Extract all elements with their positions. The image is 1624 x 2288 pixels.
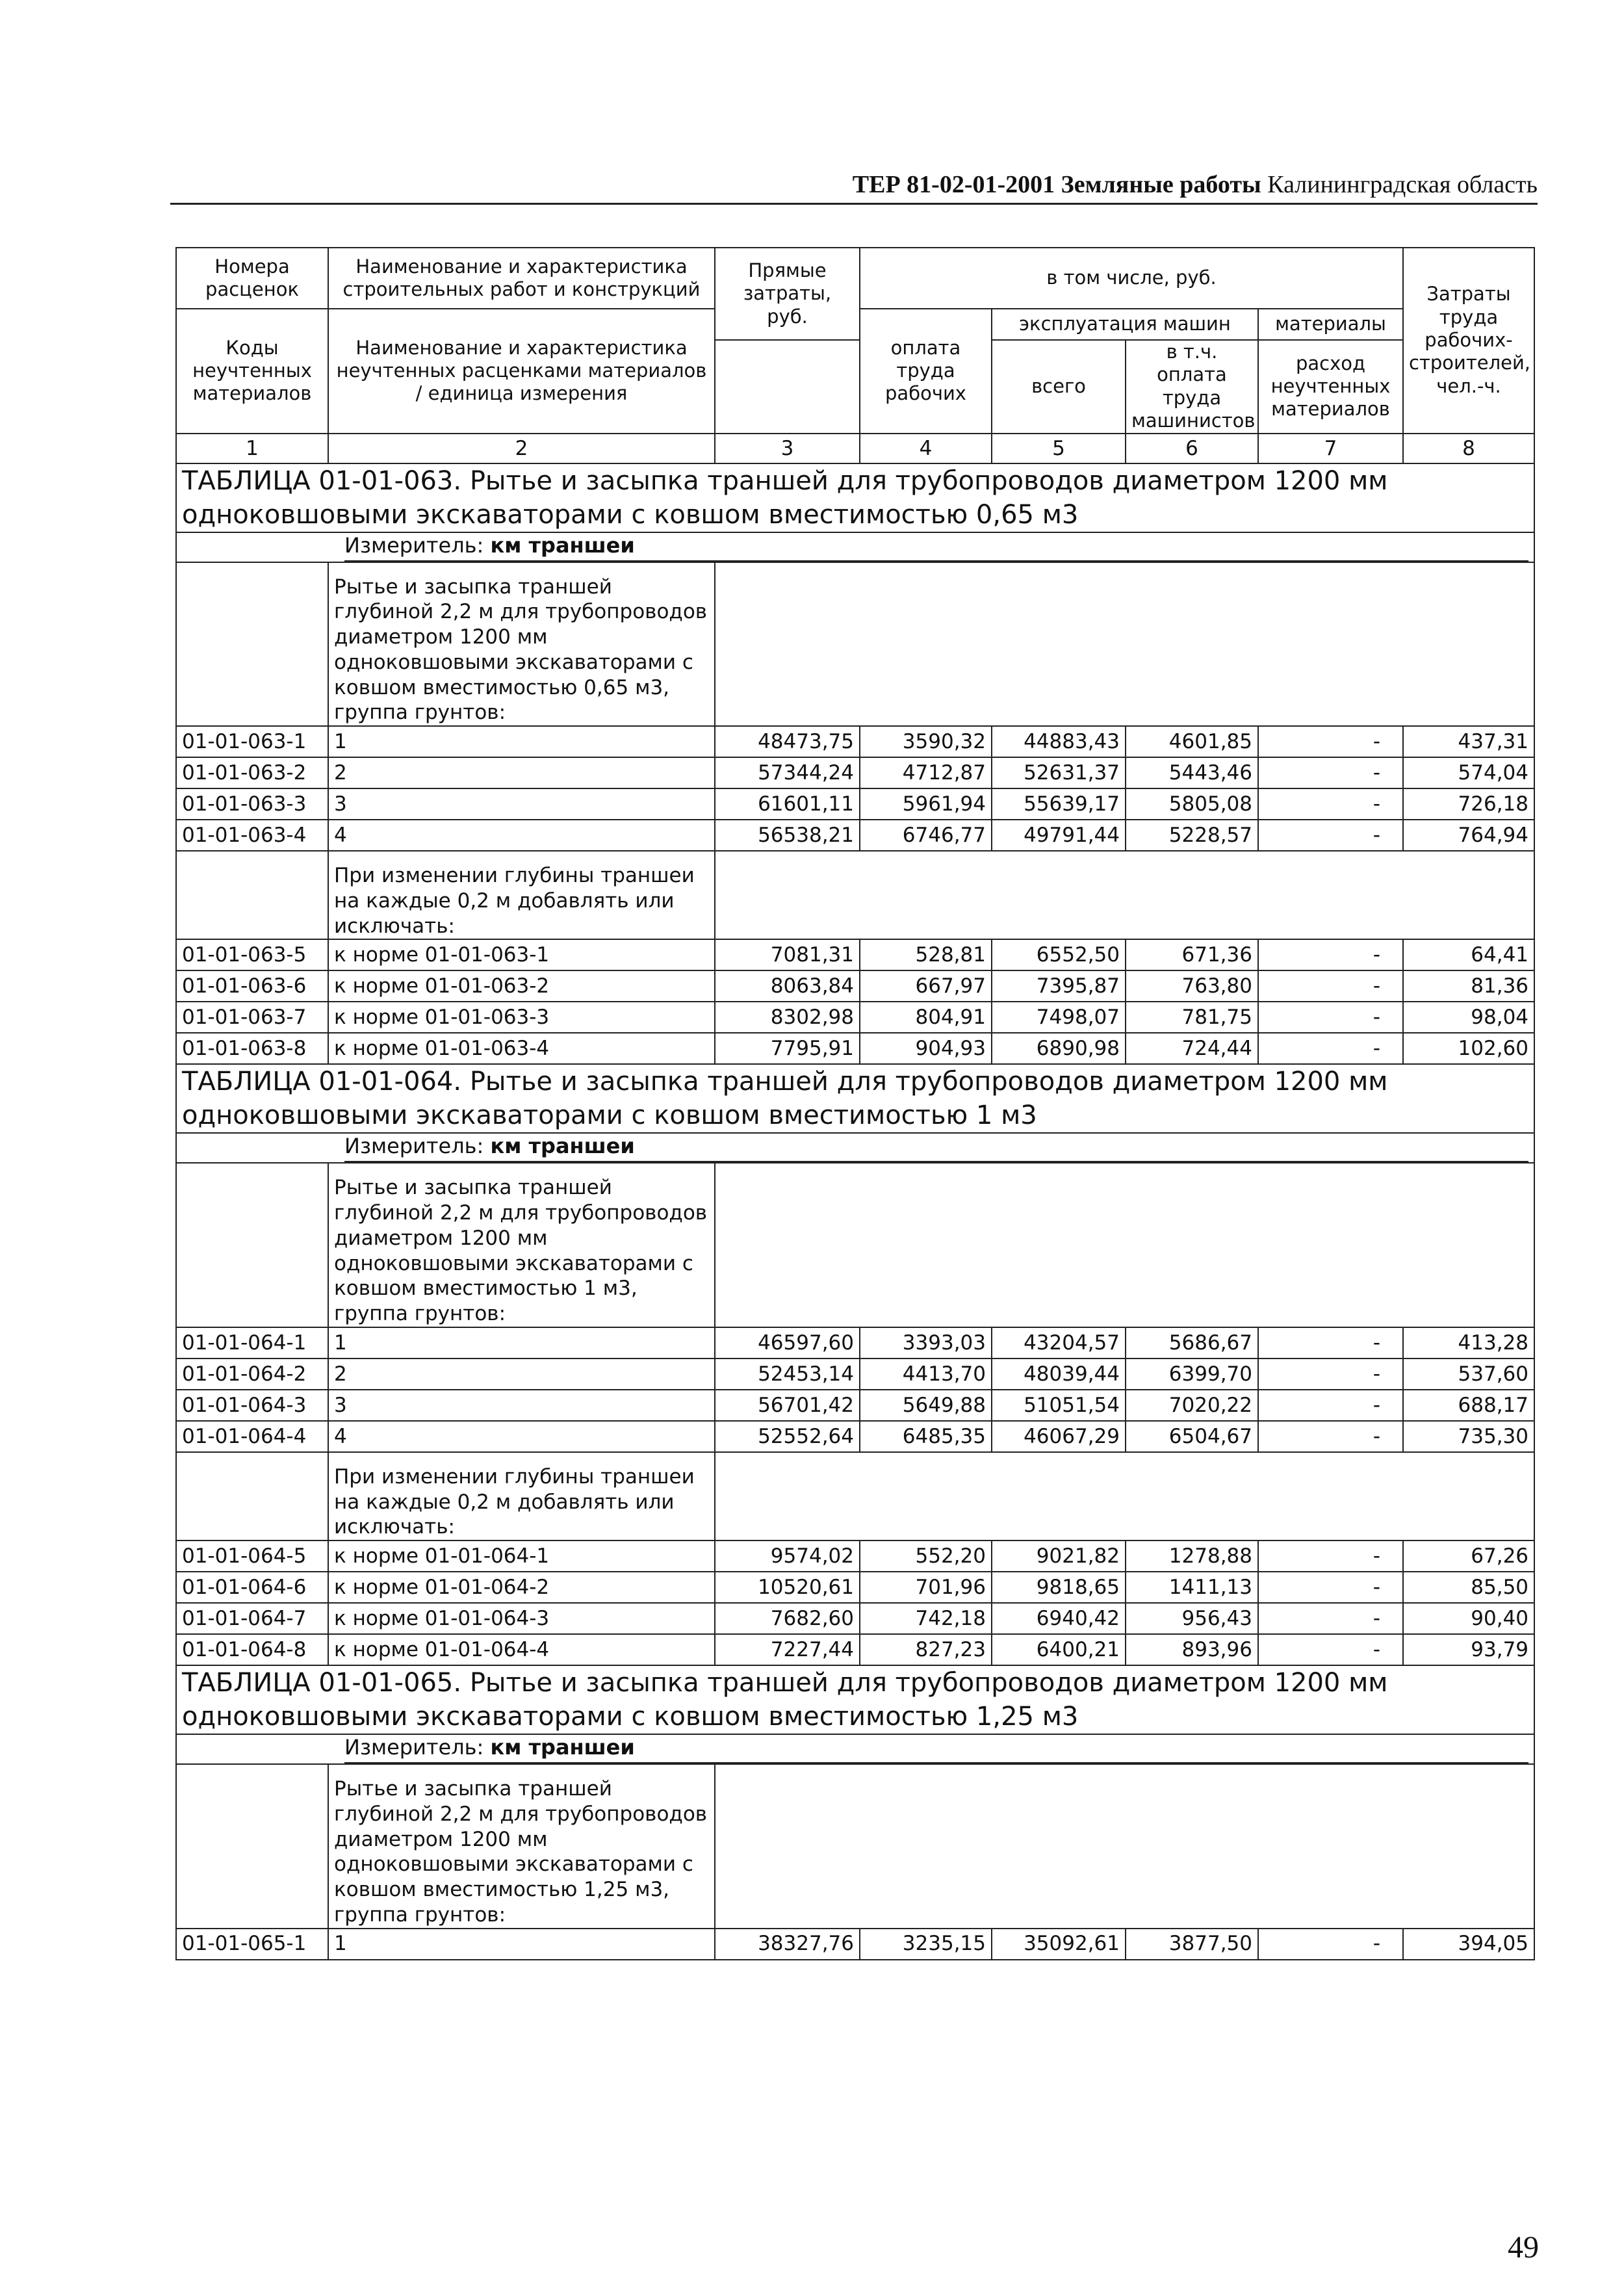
rate-name: к норме 01-01-063-3 xyxy=(328,1002,715,1033)
direct-costs: 56538,21 xyxy=(715,820,860,851)
header-including: в том числе, руб. xyxy=(860,248,1403,309)
header-driver-pay: в т.ч. оплата труда машинистов xyxy=(1126,340,1258,434)
driver-pay: 6504,67 xyxy=(1126,1421,1258,1452)
header-machine-operation: эксплуатация машин xyxy=(992,309,1258,340)
rate-name: 2 xyxy=(328,757,715,788)
machine-total: 6890,98 xyxy=(992,1033,1126,1064)
machine-total: 9818,65 xyxy=(992,1572,1126,1603)
unit-of-measure xyxy=(344,533,1528,562)
rate-code: 01-01-063-7 xyxy=(176,1002,328,1033)
direct-costs: 8063,84 xyxy=(715,970,860,1002)
unaccounted-materials: - xyxy=(1258,726,1403,757)
worker-labor: 726,18 xyxy=(1403,788,1534,820)
rate-code: 01-01-064-1 xyxy=(176,1327,328,1358)
column-number: 7 xyxy=(1258,434,1403,463)
rate-code: 01-01-063-1 xyxy=(176,726,328,757)
direct-costs: 10520,61 xyxy=(715,1572,860,1603)
worker-labor: 394,05 xyxy=(1403,1929,1534,1960)
worker-labor: 64,41 xyxy=(1403,939,1534,970)
rate-code: 01-01-064-4 xyxy=(176,1421,328,1452)
driver-pay: 956,43 xyxy=(1126,1603,1258,1634)
unaccounted-materials: - xyxy=(1258,970,1403,1002)
machine-total: 51051,54 xyxy=(992,1390,1126,1421)
labor-pay: 742,18 xyxy=(860,1603,992,1634)
document-code: ТЕР 81-02-01-2001 Земляные работы xyxy=(852,171,1261,198)
direct-costs: 46597,60 xyxy=(715,1327,860,1358)
labor-pay: 667,97 xyxy=(860,970,992,1002)
rate-name: к норме 01-01-064-3 xyxy=(328,1603,715,1634)
header-work-name: Наименование и характеристика строительных работ и конструкций xyxy=(328,248,715,309)
direct-costs: 52552,64 xyxy=(715,1421,860,1452)
description-row xyxy=(176,1452,1534,1540)
driver-pay: 893,96 xyxy=(1126,1634,1258,1665)
table-section-title-row xyxy=(176,1665,1534,1734)
page-header xyxy=(170,170,1538,205)
meter-value: км траншеи xyxy=(490,1134,635,1159)
labor-pay: 5649,88 xyxy=(860,1390,992,1421)
unaccounted-materials: - xyxy=(1258,1603,1403,1634)
column-number: 4 xyxy=(860,434,992,463)
table-header xyxy=(176,248,1534,463)
table-row xyxy=(176,1327,1534,1358)
labor-pay: 3590,32 xyxy=(860,726,992,757)
column-number: 2 xyxy=(328,434,715,463)
table-row xyxy=(176,757,1534,788)
table-row xyxy=(176,1572,1534,1603)
worker-labor: 67,26 xyxy=(1403,1540,1534,1572)
worker-labor: 688,17 xyxy=(1403,1390,1534,1421)
direct-costs: 56701,42 xyxy=(715,1390,860,1421)
table-section-title-row xyxy=(176,463,1534,532)
machine-total: 6552,50 xyxy=(992,939,1126,970)
unaccounted-materials: - xyxy=(1258,1327,1403,1358)
direct-costs: 9574,02 xyxy=(715,1540,860,1572)
header-material-codes: Коды неучтенных материалов xyxy=(176,309,328,434)
description-row xyxy=(176,1163,1534,1327)
worker-labor: 437,31 xyxy=(1403,726,1534,757)
page-number: 49 xyxy=(1508,2230,1539,2265)
driver-pay: 1411,13 xyxy=(1126,1572,1258,1603)
meter-value: км траншеи xyxy=(490,1735,635,1760)
description-row xyxy=(176,1764,1534,1929)
header-material-name: Наименование и характеристика неучтенных расценками материалов / единица измерения xyxy=(328,309,715,434)
rate-name: к норме 01-01-063-1 xyxy=(328,939,715,970)
rate-name: к норме 01-01-064-2 xyxy=(328,1572,715,1603)
table-row xyxy=(176,1002,1534,1033)
table-row xyxy=(176,939,1534,970)
table-row xyxy=(176,1358,1534,1390)
unaccounted-materials: - xyxy=(1258,939,1403,970)
column-numbers-row xyxy=(176,434,1534,463)
rate-name: к норме 01-01-064-4 xyxy=(328,1634,715,1665)
direct-costs: 48473,75 xyxy=(715,726,860,757)
rate-name: к норме 01-01-063-4 xyxy=(328,1033,715,1064)
rate-name: 2 xyxy=(328,1358,715,1390)
worker-labor: 735,30 xyxy=(1403,1421,1534,1452)
driver-pay: 671,36 xyxy=(1126,939,1258,970)
rate-name: к норме 01-01-063-2 xyxy=(328,970,715,1002)
direct-costs: 7682,60 xyxy=(715,1603,860,1634)
labor-pay: 4413,70 xyxy=(860,1358,992,1390)
direct-costs: 7795,91 xyxy=(715,1033,860,1064)
labor-pay: 6746,77 xyxy=(860,820,992,851)
labor-pay: 701,96 xyxy=(860,1572,992,1603)
depth-change-note: При изменении глубины траншеи на каждые 0,2 м добавлять или исключать: xyxy=(328,851,715,939)
labor-pay: 3235,15 xyxy=(860,1929,992,1960)
direct-costs: 57344,24 xyxy=(715,757,860,788)
driver-pay: 7020,22 xyxy=(1126,1390,1258,1421)
labor-pay: 3393,03 xyxy=(860,1327,992,1358)
table-row xyxy=(176,1390,1534,1421)
rate-code: 01-01-063-6 xyxy=(176,970,328,1002)
machine-total: 46067,29 xyxy=(992,1421,1126,1452)
driver-pay: 5805,08 xyxy=(1126,788,1258,820)
machine-total: 7395,87 xyxy=(992,970,1126,1002)
worker-labor: 85,50 xyxy=(1403,1572,1534,1603)
rate-name: 1 xyxy=(328,726,715,757)
unaccounted-materials: - xyxy=(1258,1358,1403,1390)
meter-label: Измеритель: xyxy=(344,1735,484,1760)
rate-name: 4 xyxy=(328,820,715,851)
section-title: ТАБЛИЦА 01-01-064. Рытье и засыпка траншей для трубопроводов диаметром 1200 мм одноковшовыми экскаваторами с ковшом вместимостью 1 м3 xyxy=(176,1064,1534,1133)
worker-labor: 81,36 xyxy=(1403,970,1534,1002)
unaccounted-materials: - xyxy=(1258,1033,1403,1064)
description-row xyxy=(176,562,1534,727)
work-description: Рытье и засыпка траншей глубиной 2,2 м для трубопроводов диаметром 1200 мм одноковшовыми экскаваторами с ковшом вместимостью 1,25 м3, группа грунтов: xyxy=(328,1764,715,1929)
table-row xyxy=(176,820,1534,851)
machine-total: 48039,44 xyxy=(992,1358,1126,1390)
direct-costs: 38327,76 xyxy=(715,1929,860,1960)
rate-name: 1 xyxy=(328,1327,715,1358)
header-labor-pay: оплата труда рабочих xyxy=(860,309,992,434)
table-row xyxy=(176,1540,1534,1572)
worker-labor: 90,40 xyxy=(1403,1603,1534,1634)
machine-total: 49791,44 xyxy=(992,820,1126,851)
unaccounted-materials: - xyxy=(1258,1929,1403,1960)
section-title: ТАБЛИЦА 01-01-063. Рытье и засыпка траншей для трубопроводов диаметром 1200 мм одноковшовыми экскаваторами с ковшом вместимостью 0,65 м3 xyxy=(176,463,1534,532)
depth-change-note: При изменении глубины траншеи на каждые 0,2 м добавлять или исключать: xyxy=(328,1452,715,1540)
rate-code: 01-01-063-8 xyxy=(176,1033,328,1064)
machine-total: 44883,43 xyxy=(992,726,1126,757)
table-row xyxy=(176,970,1534,1002)
table-row xyxy=(176,1603,1534,1634)
rate-code: 01-01-063-5 xyxy=(176,939,328,970)
column-number: 5 xyxy=(992,434,1126,463)
driver-pay: 4601,85 xyxy=(1126,726,1258,757)
column-number: 3 xyxy=(715,434,860,463)
rate-name: 4 xyxy=(328,1421,715,1452)
direct-costs: 61601,11 xyxy=(715,788,860,820)
rate-code: 01-01-064-6 xyxy=(176,1572,328,1603)
unaccounted-materials: - xyxy=(1258,788,1403,820)
driver-pay: 1278,88 xyxy=(1126,1540,1258,1572)
work-description: Рытье и засыпка траншей глубиной 2,2 м для трубопроводов диаметром 1200 мм одноковшовыми экскаваторами с ковшом вместимостью 1 м3, группа грунтов: xyxy=(328,1163,715,1327)
rate-name: 3 xyxy=(328,1390,715,1421)
worker-labor: 764,94 xyxy=(1403,820,1534,851)
table-row xyxy=(176,726,1534,757)
region-name: Калининградская область xyxy=(1267,171,1538,198)
table-row xyxy=(176,1033,1534,1064)
unaccounted-materials: - xyxy=(1258,1390,1403,1421)
machine-total: 7498,07 xyxy=(992,1002,1126,1033)
table-row xyxy=(176,1929,1534,1960)
machine-total: 6940,42 xyxy=(992,1603,1126,1634)
driver-pay: 5443,46 xyxy=(1126,757,1258,788)
header-machine-total: всего xyxy=(992,340,1126,434)
direct-costs: 7081,31 xyxy=(715,939,860,970)
machine-total: 35092,61 xyxy=(992,1929,1126,1960)
driver-pay: 5228,57 xyxy=(1126,820,1258,851)
direct-costs: 7227,44 xyxy=(715,1634,860,1665)
worker-labor: 537,60 xyxy=(1403,1358,1534,1390)
rate-code: 01-01-063-2 xyxy=(176,757,328,788)
worker-labor: 574,04 xyxy=(1403,757,1534,788)
labor-pay: 5961,94 xyxy=(860,788,992,820)
header-unaccounted-materials: расход неучтенных материалов xyxy=(1258,340,1403,434)
driver-pay: 781,75 xyxy=(1126,1002,1258,1033)
work-description: Рытье и засыпка траншей глубиной 2,2 м для трубопроводов диаметром 1200 мм одноковшовыми экскаваторами с ковшом вместимостью 0,65 м3, группа грунтов: xyxy=(328,562,715,727)
table-row xyxy=(176,1634,1534,1665)
machine-total: 6400,21 xyxy=(992,1634,1126,1665)
column-number: 8 xyxy=(1403,434,1534,463)
labor-pay: 827,23 xyxy=(860,1634,992,1665)
driver-pay: 763,80 xyxy=(1126,970,1258,1002)
header-worker-labor: Затраты труда рабочих-строителей, чел.-ч. xyxy=(1403,248,1534,434)
table-section-title-row xyxy=(176,1064,1534,1133)
machine-total: 52631,37 xyxy=(992,757,1126,788)
labor-pay: 528,81 xyxy=(860,939,992,970)
table-body xyxy=(176,463,1534,1960)
machine-total: 55639,17 xyxy=(992,788,1126,820)
section-title: ТАБЛИЦА 01-01-065. Рытье и засыпка траншей для трубопроводов диаметром 1200 мм одноковшовыми экскаваторами с ковшом вместимостью 1,25 м3 xyxy=(176,1665,1534,1734)
price-table xyxy=(175,247,1535,1960)
rate-code: 01-01-064-2 xyxy=(176,1358,328,1390)
unaccounted-materials: - xyxy=(1258,1572,1403,1603)
meter-row xyxy=(176,532,1534,562)
direct-costs: 8302,98 xyxy=(715,1002,860,1033)
rate-code: 01-01-065-1 xyxy=(176,1929,328,1960)
table-row xyxy=(176,1421,1534,1452)
worker-labor: 102,60 xyxy=(1403,1033,1534,1064)
meter-row xyxy=(176,1133,1534,1163)
machine-total: 43204,57 xyxy=(992,1327,1126,1358)
rate-code: 01-01-064-3 xyxy=(176,1390,328,1421)
meter-label: Измеритель: xyxy=(344,532,484,558)
rate-code: 01-01-063-4 xyxy=(176,820,328,851)
labor-pay: 904,93 xyxy=(860,1033,992,1064)
unaccounted-materials: - xyxy=(1258,1634,1403,1665)
column-number: 1 xyxy=(176,434,328,463)
rate-code: 01-01-064-5 xyxy=(176,1540,328,1572)
rate-code: 01-01-064-8 xyxy=(176,1634,328,1665)
unit-of-measure xyxy=(344,1134,1528,1162)
driver-pay: 5686,67 xyxy=(1126,1327,1258,1358)
table-row xyxy=(176,788,1534,820)
unaccounted-materials: - xyxy=(1258,1002,1403,1033)
unaccounted-materials: - xyxy=(1258,757,1403,788)
worker-labor: 98,04 xyxy=(1403,1002,1534,1033)
labor-pay: 6485,35 xyxy=(860,1421,992,1452)
rate-code: 01-01-064-7 xyxy=(176,1603,328,1634)
labor-pay: 552,20 xyxy=(860,1540,992,1572)
labor-pay: 4712,87 xyxy=(860,757,992,788)
header-materials: материалы xyxy=(1258,309,1403,340)
labor-pay: 804,91 xyxy=(860,1002,992,1033)
header-direct-costs: Прямые затраты, руб. xyxy=(715,248,860,340)
unaccounted-materials: - xyxy=(1258,1421,1403,1452)
worker-labor: 413,28 xyxy=(1403,1327,1534,1358)
rate-code: 01-01-063-3 xyxy=(176,788,328,820)
driver-pay: 3877,50 xyxy=(1126,1929,1258,1960)
rate-name: 3 xyxy=(328,788,715,820)
worker-labor: 93,79 xyxy=(1403,1634,1534,1665)
driver-pay: 6399,70 xyxy=(1126,1358,1258,1390)
meter-label: Измеритель: xyxy=(344,1134,484,1159)
driver-pay: 724,44 xyxy=(1126,1033,1258,1064)
meter-value: км траншеи xyxy=(490,532,635,558)
machine-total: 9021,82 xyxy=(992,1540,1126,1572)
description-row xyxy=(176,851,1534,939)
direct-costs: 52453,14 xyxy=(715,1358,860,1390)
rate-name: 1 xyxy=(328,1929,715,1960)
unaccounted-materials: - xyxy=(1258,820,1403,851)
unit-of-measure xyxy=(344,1735,1528,1763)
header-rate-numbers: Номера расценок xyxy=(176,248,328,309)
unaccounted-materials: - xyxy=(1258,1540,1403,1572)
rate-name: к норме 01-01-064-1 xyxy=(328,1540,715,1572)
column-number: 6 xyxy=(1126,434,1258,463)
meter-row xyxy=(176,1734,1534,1764)
